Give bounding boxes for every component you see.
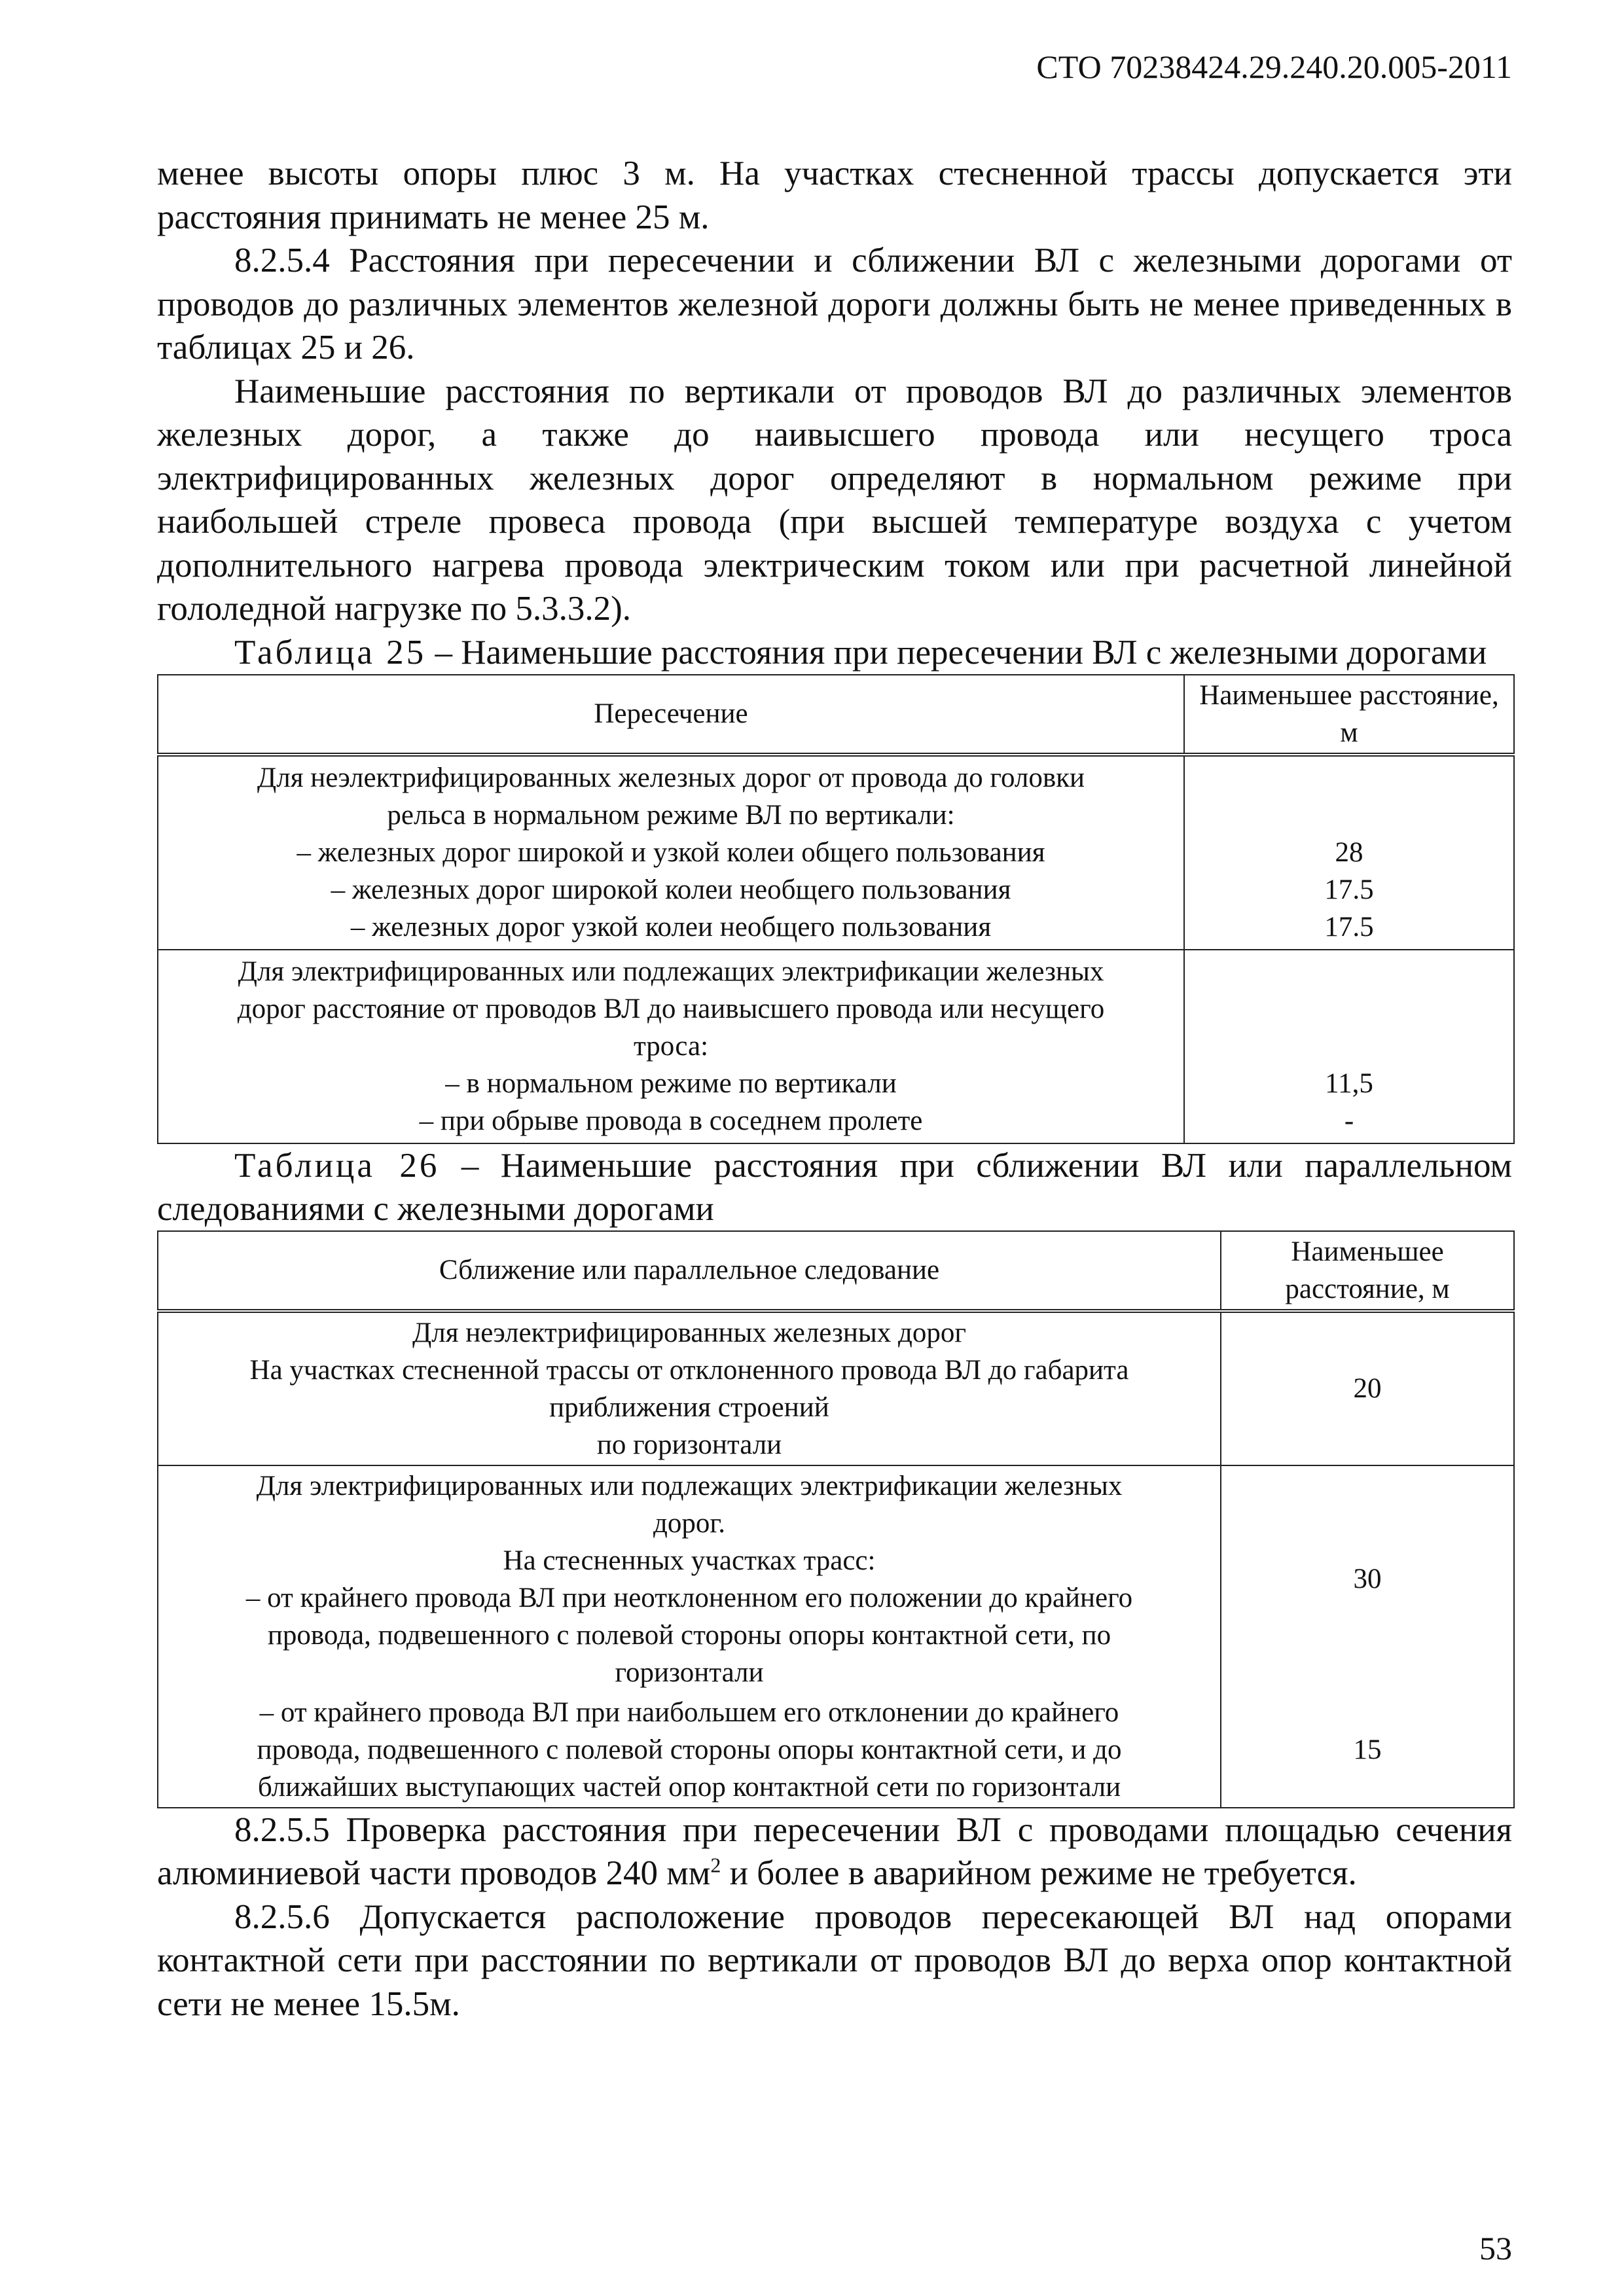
cell-value <box>1189 953 1509 990</box>
table-26-title: – Наименьшие расстояния при сближении ВЛ или параллельном следованиями с железными дорогами <box>157 1146 1512 1228</box>
table-26-caption <box>157 1144 1512 1230</box>
table-row <box>158 1311 1514 1465</box>
paragraph-continuation: менее высоты опоры плюс 3 м. На участках стесненной трассы допускается эти расстояния принимать не менее 25 м. <box>157 154 1512 236</box>
cell-line: провода, подвешенного с полевой стороны опоры контактной сети, и до <box>257 1734 1122 1765</box>
cell-line: приближения строений <box>549 1391 829 1423</box>
cell-line: провода, подвешенного с полевой стороны опоры контактной сети, по <box>267 1619 1111 1651</box>
cell-value <box>1189 990 1509 1028</box>
cell-value <box>1189 759 1509 797</box>
table-row <box>158 1465 1514 1693</box>
cell-line: – от крайнего провода ВЛ при наибольшем его отклонении до крайнего <box>259 1696 1119 1728</box>
cell-line: дорог расстояние от проводов ВЛ до наивысшего провода или несущего <box>237 994 1105 1024</box>
superscript: 2 <box>710 1853 721 1877</box>
cell-line: На стесненных участках трасс: <box>503 1545 876 1576</box>
table-row <box>158 755 1514 950</box>
cell-line: – железных дорог широкой колеи необщего пользования <box>331 874 1011 905</box>
table-25-caption <box>157 631 1512 674</box>
table-cell-value: 30 <box>1221 1465 1514 1693</box>
cell-line: по горизонтали <box>596 1429 782 1460</box>
document-code: СТО 70238424.29.240.20.005-2011 <box>1036 48 1512 85</box>
table-25-label: Таблица 25 <box>234 633 427 672</box>
table-26 <box>157 1230 1515 1808</box>
column-header-approach: Сближение или параллельное следование <box>158 1231 1221 1311</box>
table-cell-values <box>1184 950 1514 1143</box>
cell-value: 11,5 <box>1325 1068 1373 1099</box>
column-header-distance: Наименьшее расстояние, м <box>1184 675 1514 755</box>
cell-line: – от крайнего провода ВЛ при неотклоненном его положении до крайнего <box>245 1582 1133 1613</box>
cell-value: 17.5 <box>1324 912 1374 942</box>
table-cell-description <box>158 1311 1221 1465</box>
cell-value: - <box>1344 1105 1354 1136</box>
cell-line: Для электрифицированных или подлежащих электрификации железных <box>238 956 1104 987</box>
cell-line: рельса в нормальном режиме ВЛ по вертикали: <box>387 800 955 831</box>
cell-line: – железных дорог узкой колеи необщего пользования <box>350 912 992 942</box>
column-header-distance: Наименьшее расстояние, м <box>1221 1231 1514 1311</box>
cell-value <box>1189 1028 1509 1065</box>
page-number: 53 <box>1479 2230 1512 2267</box>
table-26-label: Таблица 26 <box>234 1146 440 1185</box>
paragraph-vertical-distances: Наименьшие расстояния по вертикали от проводов ВЛ до различных элементов железных дорог, а также до наивысшего провода или несущего троса электрифицированных железных дорог определяют в нормальном режиме при наибольшей стреле провеса провода (при высшей температуре воздуха с учетом дополнительного нагрева провода электрическим током или при расчетной линейной гололедной нагрузке по 5.3.3.2). <box>157 372 1512 628</box>
table-cell-values <box>1184 755 1514 950</box>
cell-line: дорог. <box>653 1507 725 1539</box>
cell-value: 17.5 <box>1324 874 1374 905</box>
table-row <box>158 950 1514 1143</box>
paragraph-8-2-5-5 <box>157 1808 1512 1895</box>
page-content <box>157 152 1512 2026</box>
table-cell-description <box>158 950 1184 1143</box>
table-header-row <box>158 675 1514 755</box>
column-header-crossing: Пересечение <box>158 675 1184 755</box>
cell-line: – в нормальном режиме по вертикали <box>445 1068 897 1099</box>
table-cell-value: 15 <box>1221 1693 1514 1808</box>
cell-line: ближайших выступающих частей опор контактной сети по горизонтали <box>257 1771 1121 1803</box>
table-cell-description <box>158 755 1184 950</box>
cell-line: троса: <box>633 1031 709 1062</box>
table-25-title: – Наименьшие расстояния при пересечении ВЛ с железными дорогами <box>426 633 1487 672</box>
table-row <box>158 1693 1514 1808</box>
table-25 <box>157 674 1515 1144</box>
cell-line: Для неэлектрифицированных железных дорог от провода до головки <box>257 762 1085 793</box>
table-cell-description <box>158 1465 1221 1693</box>
table-cell-value: 20 <box>1221 1311 1514 1465</box>
cell-line: – при обрыве провода в соседнем пролете <box>419 1105 923 1136</box>
paragraph-text: 8.2.5.5 Проверка расстояния при пересечении ВЛ с проводами площадью сечения алюминиевой части проводов 240 мм <box>157 1810 1512 1892</box>
paragraph-text: и более в аварийном режиме не требуется. <box>721 1854 1357 1892</box>
paragraph-8-2-5-4: 8.2.5.4 Расстояния при пересечении и сближении ВЛ с железными дорогами от проводов до различных элементов железной дороги должны быть не менее приведенных в таблицах 25 и 26. <box>157 242 1512 367</box>
cell-line: На участках стесненной трассы от отклоненного провода ВЛ до габарита <box>249 1354 1129 1386</box>
cell-line: Для электрифицированных или подлежащих электрификации железных <box>256 1470 1123 1501</box>
table-header-row <box>158 1231 1514 1311</box>
cell-line: Для неэлектрифицированных железных дорог <box>412 1317 967 1348</box>
cell-line: горизонтали <box>615 1657 764 1688</box>
cell-value <box>1189 797 1509 834</box>
cell-line: – железных дорог широкой и узкой колеи общего пользования <box>297 837 1045 868</box>
table-cell-description <box>158 1693 1221 1808</box>
paragraph-8-2-5-6: 8.2.5.6 Допускается расположение проводов пересекающей ВЛ над опорами контактной сети при расстоянии по вертикали от проводов ВЛ до верха опор контактной сети не менее 15.5м. <box>157 1897 1512 2023</box>
cell-value: 28 <box>1335 837 1363 868</box>
